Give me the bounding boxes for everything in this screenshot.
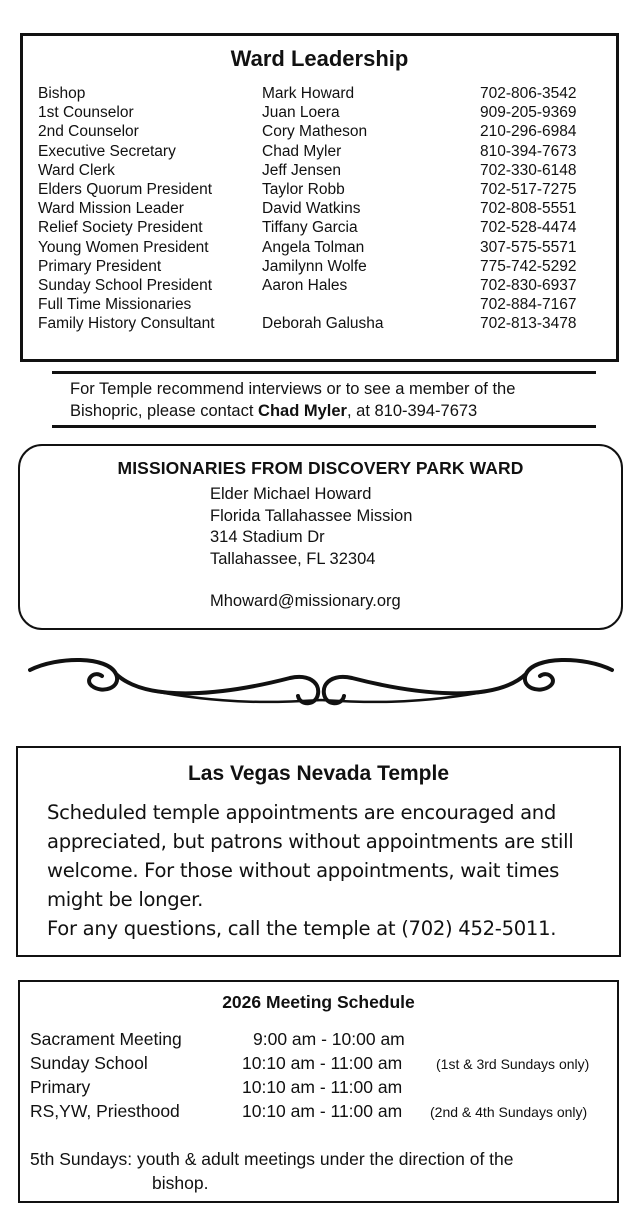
leadership-row xyxy=(38,276,608,295)
schedule-label: RS,YW, Priesthood xyxy=(30,1101,180,1121)
fifth-sundays-note xyxy=(30,1147,514,1195)
leader-role: Young Women President xyxy=(38,238,209,256)
missionary-city: Tallahassee, FL 32304 xyxy=(210,549,376,568)
leadership-list xyxy=(38,84,608,333)
leadership-row xyxy=(38,199,608,218)
leadership-row xyxy=(38,314,608,333)
temple-line-5: For any questions, call the temple at (702) 452-5011. xyxy=(47,917,557,940)
leader-phone: 702-517-7275 xyxy=(480,180,577,198)
leader-role: 2nd Counselor xyxy=(38,123,139,141)
schedule-row xyxy=(30,1029,615,1053)
leader-role: Primary President xyxy=(38,257,162,275)
leader-role: Bishop xyxy=(38,85,86,102)
leader-phone: 702-808-5551 xyxy=(480,200,577,218)
leader-name: Angela Tolman xyxy=(262,238,365,256)
missionary-name: Elder Michael Howard xyxy=(210,485,372,503)
decorative-flourish-divider xyxy=(28,654,614,712)
schedule-time: 10:10 am - 11:00 am xyxy=(242,1101,403,1121)
temple-message xyxy=(47,798,615,943)
leader-phone: 210-296-6984 xyxy=(480,123,577,141)
ward-leadership-title: Ward Leadership xyxy=(230,46,409,71)
leader-phone: 775-742-5292 xyxy=(480,257,577,275)
leader-role: Full Time Missionaries xyxy=(38,296,192,314)
leader-name: David Watkins xyxy=(262,200,361,218)
leader-name: Juan Loera xyxy=(262,104,340,122)
missionary-address xyxy=(210,484,412,570)
schedule-title: 2026 Meeting Schedule xyxy=(222,992,415,1012)
leader-phone: 702-330-6148 xyxy=(480,161,577,179)
leader-role: Executive Secretary xyxy=(38,142,176,160)
leader-role: Family History Consultant xyxy=(38,315,215,333)
schedule-time: 9:00 am - 10:00 am xyxy=(253,1029,405,1049)
leader-phone: 702-830-6937 xyxy=(480,276,577,294)
recommend-line-2 xyxy=(70,400,590,422)
leader-role: Ward Clerk xyxy=(38,161,115,179)
top-divider xyxy=(52,371,596,374)
fifth-sundays-line-2: bishop. xyxy=(152,1173,209,1193)
leader-phone: 702-813-3478 xyxy=(480,315,577,333)
leader-name: Tiffany Garcia xyxy=(262,219,358,237)
temple-box xyxy=(16,746,621,957)
recommend-line-1: For Temple recommend interviews or to see a member of the xyxy=(70,380,516,398)
missionaries-title: MISSIONARIES FROM DISCOVERY PARK WARD xyxy=(117,458,524,478)
leadership-row xyxy=(38,180,608,199)
recommend-note xyxy=(70,378,590,422)
temple-line-4: might be longer. xyxy=(47,888,204,911)
missionary-street: 314 Stadium Dr xyxy=(210,528,325,547)
meeting-schedule-box xyxy=(18,980,619,1203)
leader-role: Elders Quorum President xyxy=(38,180,213,198)
schedule-note: (2nd & 4th Sundays only) xyxy=(430,1104,588,1120)
leadership-row xyxy=(38,142,608,161)
leader-role: Ward Mission Leader xyxy=(38,200,184,218)
leader-phone: 702-806-3542 xyxy=(480,85,577,102)
leader-role: Sunday School President xyxy=(38,276,213,294)
leader-phone: 702-528-4474 xyxy=(480,219,577,237)
schedule-time: 10:10 am - 11:00 am xyxy=(242,1053,403,1073)
leader-name: Jeff Jensen xyxy=(262,161,341,179)
missionary-email: Mhoward@missionary.org xyxy=(210,592,401,610)
leader-name: Deborah Galusha xyxy=(262,315,384,333)
leadership-row xyxy=(38,103,608,122)
leader-name: Mark Howard xyxy=(262,85,355,102)
recommend-contact-phone: , at 810-394-7673 xyxy=(346,402,478,420)
temple-line-2: appreciated, but patrons without appointments are still xyxy=(47,830,574,853)
leader-name: Jamilynn Wolfe xyxy=(262,257,367,275)
leadership-row xyxy=(38,122,608,141)
leadership-row xyxy=(38,161,608,180)
temple-line-3: welcome. For those without appointments, wait times xyxy=(47,859,560,882)
leader-phone: 702-884-7167 xyxy=(480,296,577,314)
leadership-row xyxy=(38,218,608,237)
temple-line-1: Scheduled temple appointments are encouraged and xyxy=(47,801,557,824)
schedule-label: Primary xyxy=(30,1077,91,1097)
leader-phone: 909-205-9369 xyxy=(480,104,577,122)
leader-name: Taylor Robb xyxy=(262,180,345,198)
schedule-row xyxy=(30,1053,615,1077)
schedule-label: Sacrament Meeting xyxy=(30,1029,182,1049)
bottom-divider xyxy=(52,425,596,428)
leader-name: Cory Matheson xyxy=(262,123,368,141)
leadership-row xyxy=(38,295,608,314)
ward-leadership-box xyxy=(20,33,619,362)
schedule-note: (1st & 3rd Sundays only) xyxy=(436,1056,590,1072)
leadership-row xyxy=(38,257,608,276)
missionaries-box xyxy=(18,444,623,630)
schedule-time: 10:10 am - 11:00 am xyxy=(242,1077,403,1097)
leader-name: Aaron Hales xyxy=(262,276,348,294)
missionary-mission: Florida Tallahassee Mission xyxy=(210,506,413,525)
leader-role: Relief Society President xyxy=(38,219,203,237)
leader-phone: 307-575-5571 xyxy=(480,238,577,256)
leader-phone: 810-394-7673 xyxy=(480,142,577,160)
recommend-line-2-prefix: Bishopric, please contact xyxy=(70,402,259,420)
leadership-row xyxy=(38,84,608,103)
leadership-row xyxy=(38,238,608,257)
fifth-sundays-line-1: 5th Sundays: youth & adult meetings under the direction of the xyxy=(30,1149,514,1169)
schedule-row xyxy=(30,1077,615,1101)
leader-role: 1st Counselor xyxy=(38,104,134,122)
schedule-row xyxy=(30,1101,615,1125)
temple-title: Las Vegas Nevada Temple xyxy=(187,762,450,785)
leader-name: Chad Myler xyxy=(262,142,342,160)
schedule-label: Sunday School xyxy=(30,1053,148,1073)
recommend-contact-name: Chad Myler xyxy=(258,402,347,420)
